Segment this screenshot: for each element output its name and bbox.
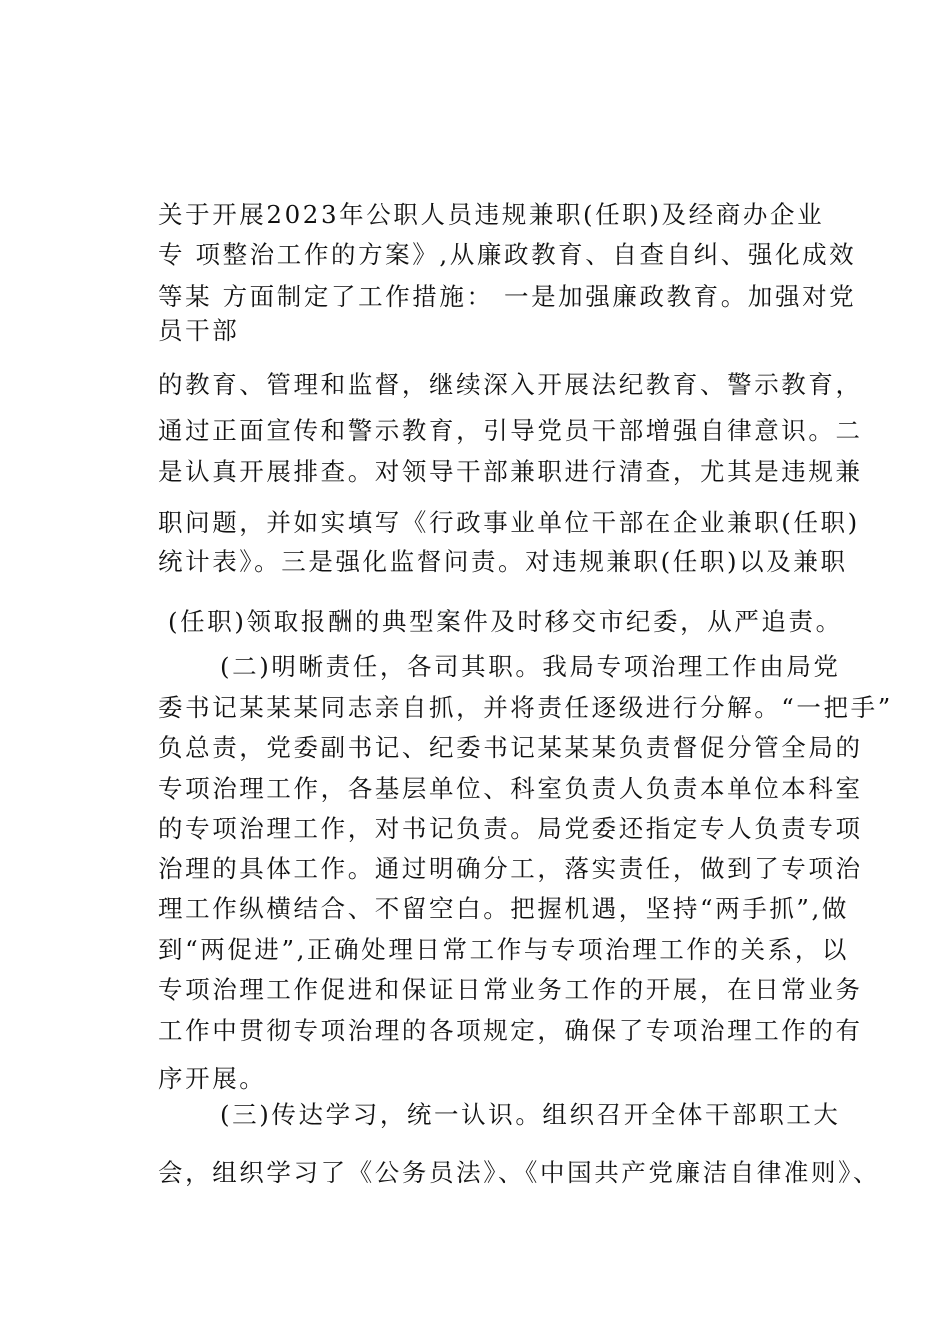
text-line: 治理的具体工作。通过明确分工，落实责任，做到了专项治 bbox=[158, 854, 863, 883]
text-line: 关于开展2023年公职人员违规兼职(任职)及经商办企业 bbox=[158, 200, 825, 229]
text-line: 职问题，并如实填写《行政事业单位干部在企业兼职(任职) bbox=[158, 508, 860, 537]
text-line: 委书记某某某同志亲自抓，并将责任逐级进行分解。“一把手” bbox=[158, 693, 893, 722]
text-line: 通过正面宣传和警示教育，引导党员干部增强自律意识。二 bbox=[158, 416, 863, 445]
text-line: 专项治理工作，各基层单位、科室负责人负责本单位本科室 bbox=[158, 774, 863, 803]
paragraph-heading: (三)传达学习，统一认识。组织召开全体干部职工大 bbox=[220, 1100, 841, 1129]
text-line: 统计表》。三是强化监督问责。对违规兼职(任职)以及兼职 bbox=[158, 547, 848, 576]
text-line: 的专项治理工作，对书记负责。局党委还指定专人负责专项 bbox=[158, 814, 863, 843]
text-line: 等某 方面制定了工作措施： 一是加强廉政教育。加强对党 bbox=[158, 282, 857, 311]
text-line: 专 项整治工作的方案》,从廉政教育、自查自纠、强化成效 bbox=[158, 240, 857, 269]
text-line: 工作中贯彻专项治理的各项规定，确保了专项治理工作的有 bbox=[158, 1016, 863, 1045]
text-line: 会，组织学习了《公务员法》、《中国共产党廉洁自律准则》、 bbox=[158, 1158, 881, 1187]
text-line: 到“两促进”,正确处理日常工作与专项治理工作的关系，以 bbox=[158, 935, 850, 964]
text-line: 是认真开展排查。对领导干部兼职进行清查，尤其是违规兼 bbox=[158, 457, 863, 486]
text-line: 理工作纵横结合、不留空白。把握机遇，坚持“两手抓”,做 bbox=[158, 894, 850, 923]
text-line: (任职)领取报酬的典型案件及时移交市纪委，从严追责。 bbox=[168, 607, 843, 636]
paragraph-heading: (二)明晰责任，各司其职。我局专项治理工作由局党 bbox=[220, 652, 841, 681]
text-line: 的教育、管理和监督，继续深入开展法纪教育、警示教育， bbox=[158, 370, 863, 399]
text-line: 员干部 bbox=[158, 316, 240, 345]
text-line: 专项治理工作促进和保证日常业务工作的开展，在日常业务 bbox=[158, 975, 863, 1004]
text-line: 负总责，党委副书记、纪委书记某某某负责督促分管全局的 bbox=[158, 733, 863, 762]
text-line: 序开展。 bbox=[158, 1064, 267, 1093]
